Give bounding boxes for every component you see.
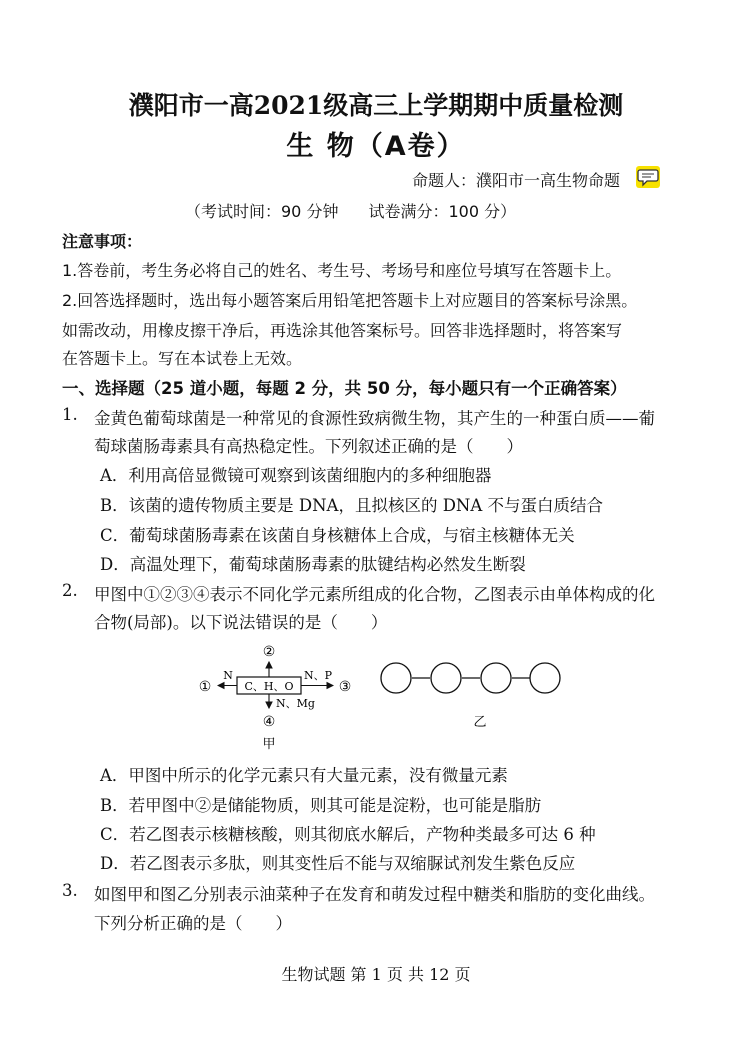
figure-jia-caption: 甲: [262, 737, 276, 752]
q2-number: 2.: [62, 581, 78, 600]
figure-yi: [375, 660, 565, 730]
notes-heading: 注意事项：: [62, 232, 143, 251]
q1-stem: 萄球菌肠毒素具有高热稳定性。下列叙述正确的是（ ）: [94, 437, 523, 456]
monomer-circle: [431, 663, 461, 693]
q1-option-b: B．该菌的遗传物质主要是 DNA，且拟核区的 DNA 不与蛋白质结合: [100, 496, 604, 515]
note-line: 2.回答选择题时，选出每小题答案后用铅笔把答题卡上对应题目的答案标号涂黑。: [62, 291, 638, 310]
q2-option-d: D．若乙图表示多肽，则其变性后不能与双缩脲试剂发生紫色反应: [100, 854, 576, 873]
monomer-circle: [381, 663, 411, 693]
exam-time: （考试时间：90 分钟: [185, 202, 339, 221]
full-score: 试卷满分：100 分）: [368, 202, 517, 221]
q3-number: 3.: [62, 881, 78, 900]
exam-info: [185, 199, 516, 222]
compound-4-label: ④: [262, 714, 276, 730]
q3-stem: 下列分析正确的是（ ）: [94, 914, 292, 933]
q2-stem: 甲图中①②③④表示不同化学元素所组成的化合物，乙图表示由单体构成的化: [94, 585, 655, 604]
q1-number: 1.: [62, 405, 78, 424]
compound-1-label: ①: [198, 679, 212, 695]
exam-subtitle: 生 物（A卷）: [286, 131, 466, 162]
note-line: 如需改动，用橡皮擦干净后，再选涂其他答案标号。回答非选择题时，将答案写: [62, 321, 623, 340]
monomer-circle: [481, 663, 511, 693]
figure-jia: [190, 640, 365, 755]
q2-option-b: B．若甲图中②是储能物质，则其可能是淀粉，也可能是脂肪: [100, 796, 542, 815]
author-line: [412, 168, 660, 191]
arrow-left-label: N: [223, 669, 233, 682]
q2-option-a: A．甲图中所示的化学元素只有大量元素，没有微量元素: [100, 766, 508, 785]
arrow-right-label: N、P: [303, 669, 333, 682]
compound-2-label: ②: [262, 644, 276, 660]
note-line: 在答题卡上。写在本试卷上无效。: [62, 349, 303, 368]
q1-option-d: D．高温处理下，葡萄球菌肠毒素的肽键结构必然发生断裂: [100, 555, 526, 574]
figure-yi-caption: 乙: [473, 715, 487, 730]
compound-3-label: ③: [338, 679, 352, 695]
element-box-label: C、H、O: [244, 680, 294, 693]
monomer-circle: [530, 663, 560, 693]
author-prefix: 命题人：濮阳市一高生物命题: [412, 171, 621, 190]
q1-option-a: A．利用高倍显微镜可观察到该菌细胞内的多种细胞器: [100, 466, 492, 485]
q3-stem: 如图甲和图乙分别表示油菜种子在发育和萌发过程中糖类和脂肪的变化曲线。: [94, 885, 655, 904]
q1-option-c: C．葡萄球菌肠毒素在该菌自身核糖体上合成，与宿主核糖体无关: [100, 526, 575, 545]
arrow-down-label: N、Mg: [276, 697, 315, 710]
note-line: 1.答卷前，考生务必将自己的姓名、考生号、考场号和座位号填写在答题卡上。: [62, 261, 622, 280]
section-heading: 一、选择题（25 道小题，每题 2 分，共 50 分，每小题只有一个正确答案）: [62, 379, 627, 398]
q2-option-c: C．若乙图表示核糖核酸，则其彻底水解后，产物种类最多可达 6 种: [100, 825, 596, 844]
exam-title: 濮阳市一高2021级高三上学期期中质量检测: [128, 91, 624, 120]
comment-icon[interactable]: [636, 166, 660, 188]
page-footer: 生物试题 第 1 页 共 12 页: [281, 965, 471, 984]
q1-stem: 金黄色葡萄球菌是一种常见的食源性致病微生物，其产生的一种蛋白质——葡: [94, 409, 655, 428]
q2-stem: 合物(局部)。以下说法错误的是（ ）: [94, 613, 388, 632]
